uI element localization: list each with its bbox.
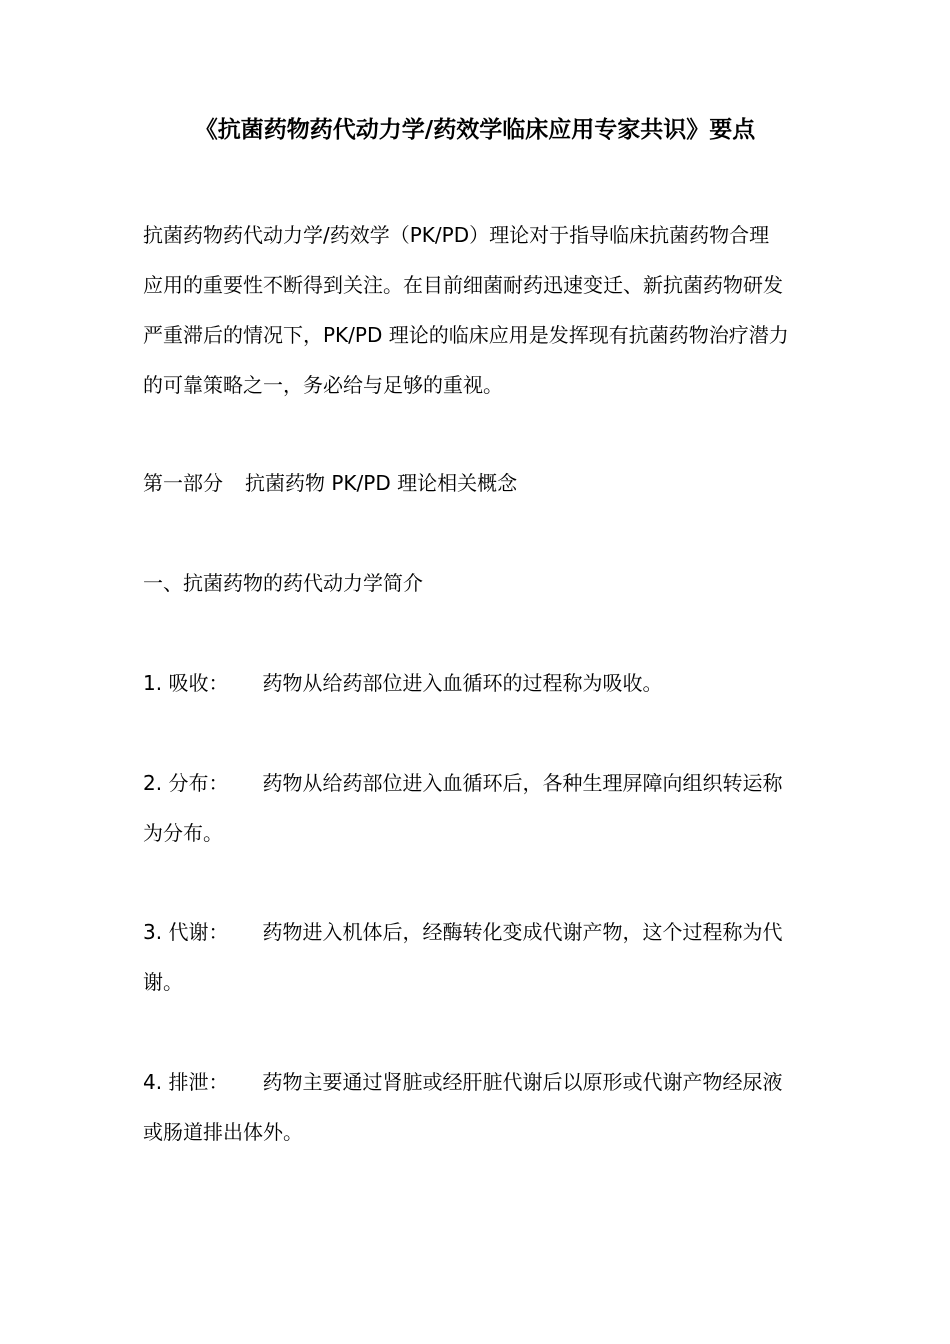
- intro-line: 严重滞后的情况下，PK/PD 理论的临床应用是发挥现有抗菌药物治疗潜力: [143, 323, 789, 347]
- intro-line: 的可靠策略之一，务必给与足够的重视。: [143, 373, 503, 397]
- item-text: 药物从给药部位进入血循环后，各种生理屏障向组织转运称: [262, 771, 783, 795]
- item-label: 4. 排泄：: [143, 1070, 229, 1094]
- section-heading-text: 一、抗菌药物的药代动力学简介: [143, 571, 423, 595]
- document-title: 《抗菌药物药代动力学/药效学临床应用专家共识》要点: [194, 117, 756, 143]
- item-text-continued: 谢。: [143, 970, 183, 994]
- list-item-excretion: [143, 1057, 808, 1157]
- item-text: 药物从给药部位进入血循环的过程称为吸收。: [262, 671, 663, 695]
- intro-paragraph: [143, 210, 808, 410]
- list-item-metabolism: [143, 907, 808, 1007]
- intro-line: 应用的重要性不断得到关注。在目前细菌耐药迅速变迁、新抗菌药物研发: [143, 273, 783, 297]
- intro-line: 抗菌药物药代动力学/药效学（PK/PD）理论对于指导临床抗菌药物合理: [143, 223, 770, 247]
- item-label: 3. 代谢：: [143, 920, 229, 944]
- item-text: 药物主要通过肾脏或经肝脏代谢后以原形或代谢产物经尿液: [262, 1070, 783, 1094]
- list-item-absorption: [143, 658, 808, 708]
- item-label: 2. 分布：: [143, 771, 229, 795]
- part-heading-label: 第一部分: [143, 471, 223, 495]
- item-text-continued: 或肠道排出体外。: [143, 1120, 303, 1144]
- item-label: 1. 吸收：: [143, 671, 229, 695]
- section-heading: [143, 558, 808, 608]
- item-text: 药物进入机体后，经酶转化变成代谢产物，这个过程称为代: [262, 920, 783, 944]
- part-heading-text: 抗菌药物 PK/PD 理论相关概念: [245, 471, 518, 495]
- part-heading: [143, 458, 808, 508]
- item-text-continued: 为分布。: [143, 821, 223, 845]
- list-item-distribution: [143, 758, 808, 858]
